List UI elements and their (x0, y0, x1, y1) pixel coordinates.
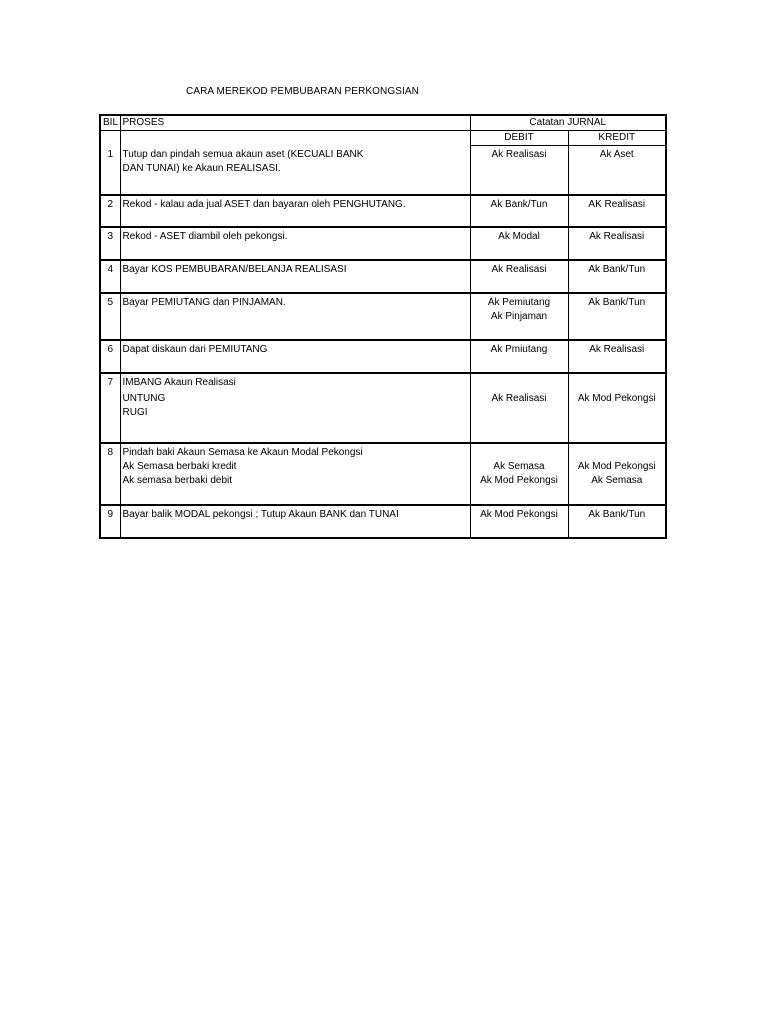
debit-line: Ak Bank/Tun (490, 199, 548, 210)
kredit-line: Ak Bank/Tun (588, 509, 646, 520)
debit-line: Ak Realisasi (491, 149, 547, 160)
debit-line: Ak Pinjaman (490, 311, 548, 322)
proses-line: Pindah baki Akaun Semasa ke Akaun Modal Pekongsi (122, 447, 363, 458)
header-bil: BIL (100, 115, 120, 131)
kredit-cell (568, 340, 666, 373)
debit-cell (470, 293, 568, 340)
journal-table (99, 114, 667, 539)
debit-line: Ak Mod Pekongsi (480, 475, 558, 486)
kredit-cell (568, 260, 666, 293)
table-row (100, 505, 666, 538)
proses-line: Bayar PEMIUTANG dan PINJAMAN. (122, 297, 286, 308)
row-number-text: 8 (107, 447, 114, 458)
proses-line: Ak Semasa berbaki kredit (122, 461, 237, 472)
kredit-line: AK Realisasi (588, 199, 646, 210)
proses-cell (120, 505, 470, 538)
debit-line: Ak Modal (498, 231, 540, 242)
row-number-text: 2 (107, 199, 114, 210)
proses-cell (120, 195, 470, 227)
kredit-cell (568, 505, 666, 538)
kredit-cell (568, 195, 666, 227)
kredit-cell (568, 293, 666, 340)
proses-line: Ak semasa berbaki debit (122, 475, 233, 486)
proses-line: UNTUNG (122, 393, 166, 404)
row-number (100, 293, 120, 340)
table-row (100, 227, 666, 260)
debit-cell (470, 373, 568, 443)
header-debit: DEBIT (470, 131, 568, 146)
debit-line: Ak Realisasi (491, 264, 547, 275)
table-row (100, 293, 666, 340)
debit-cell (470, 340, 568, 373)
kredit-line: Ak Realisasi (589, 231, 645, 242)
kredit-line: Ak Semasa (591, 475, 643, 486)
row-number (100, 505, 120, 538)
header-kredit: KREDIT (568, 131, 666, 146)
row-number-text: 6 (107, 344, 114, 355)
kredit-line: Ak Aset (599, 149, 634, 160)
proses-cell (120, 443, 470, 505)
debit-line: Ak Semasa (493, 461, 545, 472)
row-number-text: 5 (107, 297, 114, 308)
proses-cell (120, 340, 470, 373)
debit-cell (470, 443, 568, 505)
debit-cell (470, 146, 568, 196)
proses-cell (120, 293, 470, 340)
kredit-line: Ak Mod Pekongsi (577, 461, 656, 472)
kredit-line: Ak Bank/Tun (588, 264, 646, 275)
debit-line: Ak Mod Pekongsi (480, 509, 558, 520)
row-number-text: 9 (107, 509, 114, 520)
kredit-cell (568, 443, 666, 505)
kredit-line: Ak Mod Pekongsi (577, 393, 656, 404)
kredit-cell (568, 227, 666, 260)
debit-cell (470, 195, 568, 227)
kredit-line: Ak Realisasi (589, 344, 645, 355)
debit-line: Ak Pemiutang (487, 297, 551, 308)
proses-line: IMBANG Akaun Realisasi (122, 377, 236, 388)
proses-line: Rekod - kalau ada jual ASET dan bayaran oleh PENGHUTANG. (122, 199, 406, 210)
proses-line: Bayar balik MODAL pekongsi ; Tutup Akaun BANK dan TUNAI (122, 509, 399, 520)
row-number (100, 340, 120, 373)
kredit-line (571, 446, 664, 460)
row-number (100, 195, 120, 227)
header-catatan-jurnal: Catatan JURNAL (470, 115, 666, 131)
proses-line: DAN TUNAI) ke Akaun REALISASI. (122, 162, 281, 174)
table-row (100, 443, 666, 505)
debit-line (473, 446, 566, 460)
debit-line: Ak Realisasi (491, 393, 547, 404)
proses-line: RUGI (122, 407, 148, 418)
kredit-line: Ak Bank/Tun (588, 297, 646, 308)
table-row (100, 260, 666, 293)
table-row (100, 373, 666, 443)
table-row (100, 195, 666, 227)
proses-line: Rekod - ASET diambil oleh pekongsi. (122, 231, 288, 242)
proses-line: Tutup dan pindah semua akaun aset (KECUALI BANK (122, 148, 364, 160)
kredit-line (571, 376, 664, 392)
proses-line: Dapat diskaun dari PEMIUTANG (122, 344, 268, 355)
page-title: CARA MEREKOD PEMBUBARAN PERKONGSIAN (186, 86, 419, 97)
row-number (100, 227, 120, 260)
kredit-cell (568, 146, 666, 196)
kredit-cell (568, 373, 666, 443)
debit-cell (470, 260, 568, 293)
row-number-text: 4 (107, 264, 114, 275)
row-number (100, 146, 120, 196)
proses-cell (120, 260, 470, 293)
table-row (100, 340, 666, 373)
debit-cell (470, 505, 568, 538)
proses-cell (120, 146, 470, 196)
proses-line: Bayar KOS PEMBUBARAN/BELANJA REALISASI (122, 264, 347, 275)
row-number (100, 373, 120, 443)
debit-line: Ak Pmiutang (490, 344, 548, 355)
debit-cell (470, 227, 568, 260)
row-number-text: 1 (107, 148, 114, 160)
proses-cell (120, 373, 470, 443)
proses-cell (120, 227, 470, 260)
row-number (100, 443, 120, 505)
debit-line (473, 376, 566, 392)
header-proses: PROSES (120, 115, 470, 131)
row-number-text: 3 (107, 231, 114, 242)
row-number (100, 260, 120, 293)
table-row (100, 146, 666, 196)
row-number-text: 7 (107, 377, 114, 388)
